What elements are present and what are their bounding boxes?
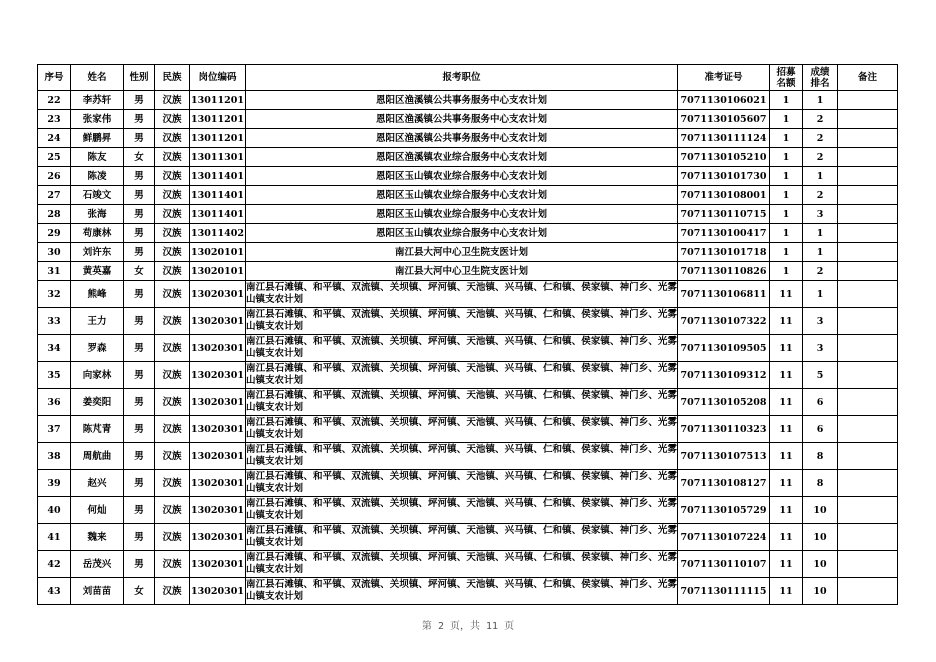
cell-rank: 2	[803, 186, 838, 205]
cell-rank: 1	[803, 243, 838, 262]
cell-remark	[838, 262, 898, 281]
cell-quota: 1	[770, 110, 803, 129]
cell-post-code: 13020101	[190, 243, 246, 262]
cell-seq: 36	[38, 389, 71, 416]
cell-seq: 24	[38, 129, 71, 148]
cell-rank: 3	[803, 308, 838, 335]
cell-position: 恩阳区渔溪镇公共事务服务中心支农计划	[246, 91, 678, 110]
cell-rank: 3	[803, 205, 838, 224]
cell-post-code: 13020301	[190, 524, 246, 551]
cell-gender: 男	[124, 224, 155, 243]
cell-position: 恩阳区玉山镇农业综合服务中心支农计划	[246, 224, 678, 243]
cell-post-code: 13020301	[190, 281, 246, 308]
cell-name: 苟康林	[71, 224, 124, 243]
cell-ethnicity: 汉族	[155, 205, 190, 224]
cell-post-code: 13011401	[190, 186, 246, 205]
cell-rank: 6	[803, 416, 838, 443]
table-row	[38, 262, 898, 281]
cell-gender: 男	[124, 110, 155, 129]
cell-post-code: 13020101	[190, 262, 246, 281]
cell-seq: 22	[38, 91, 71, 110]
cell-quota: 1	[770, 129, 803, 148]
cell-seq: 43	[38, 578, 71, 605]
table-row	[38, 167, 898, 186]
cell-gender: 男	[124, 91, 155, 110]
cell-gender: 男	[124, 205, 155, 224]
cell-gender: 女	[124, 262, 155, 281]
cell-rank: 1	[803, 91, 838, 110]
cell-rank: 10	[803, 578, 838, 605]
cell-seq: 26	[38, 167, 71, 186]
cell-quota: 11	[770, 470, 803, 497]
cell-ticket: 7071130107513	[678, 443, 770, 470]
cell-ticket: 7071130106811	[678, 281, 770, 308]
cell-ticket: 7071130108001	[678, 186, 770, 205]
header-row	[38, 65, 898, 91]
cell-gender: 女	[124, 148, 155, 167]
cell-ethnicity: 汉族	[155, 443, 190, 470]
cell-gender: 男	[124, 243, 155, 262]
header-gender: 性别	[124, 65, 155, 91]
cell-seq: 34	[38, 335, 71, 362]
header-rank-line1: 成绩	[810, 66, 830, 78]
cell-quota: 1	[770, 224, 803, 243]
cell-ticket: 7071130110715	[678, 205, 770, 224]
table-row	[38, 551, 898, 578]
cell-quota: 11	[770, 497, 803, 524]
header-rank	[803, 65, 838, 91]
cell-quota: 11	[770, 335, 803, 362]
cell-seq: 31	[38, 262, 71, 281]
cell-name: 王力	[71, 308, 124, 335]
cell-gender: 男	[124, 470, 155, 497]
cell-ethnicity: 汉族	[155, 497, 190, 524]
cell-quota: 11	[770, 578, 803, 605]
cell-position: 南江县石滩镇、和平镇、双流镇、关坝镇、坪河镇、天池镇、兴马镇、仁和镇、侯家镇、神门乡、光雾山镇支农计划	[246, 281, 678, 308]
cell-ticket: 7071130105208	[678, 389, 770, 416]
cell-name: 熊峰	[71, 281, 124, 308]
cell-ethnicity: 汉族	[155, 262, 190, 281]
table-row	[38, 308, 898, 335]
cell-ethnicity: 汉族	[155, 524, 190, 551]
cell-quota: 1	[770, 91, 803, 110]
cell-seq: 32	[38, 281, 71, 308]
cell-ticket: 7071130111124	[678, 129, 770, 148]
cell-ethnicity: 汉族	[155, 416, 190, 443]
cell-ticket: 7071130111115	[678, 578, 770, 605]
cell-name: 岳茂兴	[71, 551, 124, 578]
cell-ticket: 7071130105210	[678, 148, 770, 167]
cell-quota: 11	[770, 362, 803, 389]
cell-quota: 1	[770, 262, 803, 281]
cell-post-code: 13020301	[190, 362, 246, 389]
cell-name: 罗森	[71, 335, 124, 362]
cell-ethnicity: 汉族	[155, 551, 190, 578]
cell-post-code: 13020301	[190, 416, 246, 443]
cell-position: 恩阳区渔溪镇农业综合服务中心支农计划	[246, 148, 678, 167]
cell-remark	[838, 148, 898, 167]
cell-seq: 30	[38, 243, 71, 262]
cell-name: 赵兴	[71, 470, 124, 497]
cell-ethnicity: 汉族	[155, 362, 190, 389]
table-row	[38, 91, 898, 110]
cell-position: 南江县石滩镇、和平镇、双流镇、关坝镇、坪河镇、天池镇、兴马镇、仁和镇、侯家镇、神门乡、光雾山镇支农计划	[246, 362, 678, 389]
cell-seq: 39	[38, 470, 71, 497]
cell-quota: 1	[770, 205, 803, 224]
cell-seq: 41	[38, 524, 71, 551]
cell-position: 南江县石滩镇、和平镇、双流镇、关坝镇、坪河镇、天池镇、兴马镇、仁和镇、侯家镇、神门乡、光雾山镇支农计划	[246, 524, 678, 551]
cell-name: 姜奕阳	[71, 389, 124, 416]
cell-remark	[838, 551, 898, 578]
table-row	[38, 110, 898, 129]
cell-name: 张海	[71, 205, 124, 224]
table-body	[38, 91, 898, 605]
cell-gender: 男	[124, 308, 155, 335]
cell-position: 南江县石滩镇、和平镇、双流镇、关坝镇、坪河镇、天池镇、兴马镇、仁和镇、侯家镇、神门乡、光雾山镇支农计划	[246, 470, 678, 497]
cell-rank: 5	[803, 362, 838, 389]
cell-remark	[838, 243, 898, 262]
table-row	[38, 524, 898, 551]
cell-ticket: 7071130101730	[678, 167, 770, 186]
cell-ticket: 7071130110323	[678, 416, 770, 443]
cell-post-code: 13011201	[190, 129, 246, 148]
cell-quota: 1	[770, 167, 803, 186]
table-row	[38, 335, 898, 362]
cell-name: 陈凌	[71, 167, 124, 186]
cell-position: 恩阳区玉山镇农业综合服务中心支农计划	[246, 205, 678, 224]
cell-post-code: 13020301	[190, 551, 246, 578]
table-row	[38, 281, 898, 308]
cell-rank: 10	[803, 497, 838, 524]
cell-gender: 男	[124, 389, 155, 416]
cell-position: 恩阳区渔溪镇公共事务服务中心支农计划	[246, 110, 678, 129]
cell-post-code: 13011201	[190, 91, 246, 110]
cell-position: 恩阳区玉山镇农业综合服务中心支农计划	[246, 186, 678, 205]
table-row	[38, 148, 898, 167]
cell-seq: 25	[38, 148, 71, 167]
cell-ticket: 7071130107322	[678, 308, 770, 335]
header-quota-line1: 招募	[776, 66, 796, 78]
cell-ticket: 7071130109505	[678, 335, 770, 362]
cell-seq: 33	[38, 308, 71, 335]
cell-rank: 2	[803, 262, 838, 281]
cell-ethnicity: 汉族	[155, 308, 190, 335]
header-remark: 备注	[838, 65, 898, 91]
cell-post-code: 13011301	[190, 148, 246, 167]
cell-post-code: 13020301	[190, 335, 246, 362]
cell-remark	[838, 335, 898, 362]
table-row	[38, 443, 898, 470]
cell-ethnicity: 汉族	[155, 578, 190, 605]
table-row	[38, 129, 898, 148]
cell-position: 南江县大河中心卫生院支医计划	[246, 243, 678, 262]
cell-quota: 1	[770, 243, 803, 262]
cell-remark	[838, 497, 898, 524]
cell-remark	[838, 224, 898, 243]
cell-ethnicity: 汉族	[155, 470, 190, 497]
cell-remark	[838, 578, 898, 605]
cell-gender: 男	[124, 167, 155, 186]
cell-gender: 男	[124, 362, 155, 389]
cell-post-code: 13020301	[190, 497, 246, 524]
cell-position: 南江县石滩镇、和平镇、双流镇、关坝镇、坪河镇、天池镇、兴马镇、仁和镇、侯家镇、神门乡、光雾山镇支农计划	[246, 308, 678, 335]
cell-ethnicity: 汉族	[155, 243, 190, 262]
cell-post-code: 13011401	[190, 205, 246, 224]
cell-position: 南江县石滩镇、和平镇、双流镇、关坝镇、坪河镇、天池镇、兴马镇、仁和镇、侯家镇、神门乡、光雾山镇支农计划	[246, 578, 678, 605]
cell-ticket: 7071130109312	[678, 362, 770, 389]
cell-post-code: 13011201	[190, 110, 246, 129]
cell-seq: 40	[38, 497, 71, 524]
cell-position: 南江县大河中心卫生院支医计划	[246, 262, 678, 281]
table-row	[38, 224, 898, 243]
cell-post-code: 13020301	[190, 443, 246, 470]
cell-quota: 1	[770, 186, 803, 205]
cell-ethnicity: 汉族	[155, 167, 190, 186]
cell-name: 陈友	[71, 148, 124, 167]
cell-quota: 11	[770, 389, 803, 416]
cell-seq: 28	[38, 205, 71, 224]
header-ethnicity: 民族	[155, 65, 190, 91]
cell-name: 向家林	[71, 362, 124, 389]
cell-ticket: 7071130105729	[678, 497, 770, 524]
cell-position: 恩阳区玉山镇农业综合服务中心支农计划	[246, 167, 678, 186]
table-row	[38, 205, 898, 224]
cell-quota: 1	[770, 148, 803, 167]
cell-ticket: 7071130107224	[678, 524, 770, 551]
cell-ticket: 7071130106021	[678, 91, 770, 110]
cell-position: 南江县石滩镇、和平镇、双流镇、关坝镇、坪河镇、天池镇、兴马镇、仁和镇、侯家镇、神门乡、光雾山镇支农计划	[246, 389, 678, 416]
cell-quota: 11	[770, 524, 803, 551]
cell-post-code: 13011402	[190, 224, 246, 243]
cell-rank: 2	[803, 110, 838, 129]
cell-position: 恩阳区渔溪镇公共事务服务中心支农计划	[246, 129, 678, 148]
cell-position: 南江县石滩镇、和平镇、双流镇、关坝镇、坪河镇、天池镇、兴马镇、仁和镇、侯家镇、神门乡、光雾山镇支农计划	[246, 335, 678, 362]
cell-remark	[838, 470, 898, 497]
cell-position: 南江县石滩镇、和平镇、双流镇、关坝镇、坪河镇、天池镇、兴马镇、仁和镇、侯家镇、神门乡、光雾山镇支农计划	[246, 497, 678, 524]
header-quota-line2: 名额	[776, 77, 796, 89]
cell-gender: 男	[124, 443, 155, 470]
cell-ethnicity: 汉族	[155, 186, 190, 205]
table-row	[38, 186, 898, 205]
cell-ethnicity: 汉族	[155, 335, 190, 362]
header-seq: 序号	[38, 65, 71, 91]
cell-ticket: 7071130100417	[678, 224, 770, 243]
header-ticket: 准考证号	[678, 65, 770, 91]
table-row	[38, 243, 898, 262]
cell-gender: 男	[124, 551, 155, 578]
page-footer: 第 2 页，共 11 页	[421, 621, 515, 632]
table-row	[38, 416, 898, 443]
cell-ticket: 7071130108127	[678, 470, 770, 497]
cell-name: 魏来	[71, 524, 124, 551]
cell-position: 南江县石滩镇、和平镇、双流镇、关坝镇、坪河镇、天池镇、兴马镇、仁和镇、侯家镇、神门乡、光雾山镇支农计划	[246, 416, 678, 443]
cell-quota: 11	[770, 308, 803, 335]
cell-name: 周航曲	[71, 443, 124, 470]
cell-remark	[838, 362, 898, 389]
cell-rank: 10	[803, 524, 838, 551]
table-row	[38, 497, 898, 524]
header-name: 姓名	[71, 65, 124, 91]
header-post-code: 岗位编码	[190, 65, 246, 91]
cell-seq: 23	[38, 110, 71, 129]
header-rank-line2: 排名	[810, 77, 830, 89]
cell-remark	[838, 524, 898, 551]
cell-rank: 2	[803, 148, 838, 167]
cell-quota: 11	[770, 416, 803, 443]
cell-remark	[838, 281, 898, 308]
cell-name: 陈芃青	[71, 416, 124, 443]
cell-name: 黄英嘉	[71, 262, 124, 281]
cell-gender: 女	[124, 578, 155, 605]
cell-ticket: 7071130110826	[678, 262, 770, 281]
table-row	[38, 578, 898, 605]
cell-gender: 男	[124, 524, 155, 551]
cell-name: 刘苗苗	[71, 578, 124, 605]
cell-gender: 男	[124, 335, 155, 362]
cell-name: 鲜鹏昇	[71, 129, 124, 148]
cell-name: 刘许东	[71, 243, 124, 262]
cell-seq: 38	[38, 443, 71, 470]
cell-rank: 1	[803, 224, 838, 243]
cell-gender: 男	[124, 186, 155, 205]
cell-post-code: 13020301	[190, 578, 246, 605]
cell-gender: 男	[124, 129, 155, 148]
cell-rank: 1	[803, 167, 838, 186]
cell-seq: 42	[38, 551, 71, 578]
cell-remark	[838, 186, 898, 205]
cell-seq: 27	[38, 186, 71, 205]
cell-name: 何灿	[71, 497, 124, 524]
cell-rank: 6	[803, 389, 838, 416]
cell-remark	[838, 91, 898, 110]
cell-remark	[838, 110, 898, 129]
cell-seq: 29	[38, 224, 71, 243]
cell-ethnicity: 汉族	[155, 281, 190, 308]
header-position: 报考职位	[246, 65, 678, 91]
cell-ethnicity: 汉族	[155, 110, 190, 129]
cell-gender: 男	[124, 497, 155, 524]
cell-rank: 2	[803, 129, 838, 148]
cell-rank: 3	[803, 335, 838, 362]
cell-post-code: 13011401	[190, 167, 246, 186]
cell-seq: 37	[38, 416, 71, 443]
cell-ticket: 7071130110107	[678, 551, 770, 578]
cell-quota: 11	[770, 551, 803, 578]
cell-remark	[838, 129, 898, 148]
cell-position: 南江县石滩镇、和平镇、双流镇、关坝镇、坪河镇、天池镇、兴马镇、仁和镇、侯家镇、神门乡、光雾山镇支农计划	[246, 443, 678, 470]
cell-post-code: 13020301	[190, 470, 246, 497]
roster-table	[37, 64, 898, 605]
cell-rank: 8	[803, 470, 838, 497]
cell-post-code: 13020301	[190, 389, 246, 416]
table-row	[38, 389, 898, 416]
cell-ethnicity: 汉族	[155, 389, 190, 416]
cell-name: 李苏轩	[71, 91, 124, 110]
cell-quota: 11	[770, 281, 803, 308]
cell-name: 张家伟	[71, 110, 124, 129]
table-row	[38, 362, 898, 389]
cell-gender: 男	[124, 416, 155, 443]
cell-remark	[838, 443, 898, 470]
cell-ethnicity: 汉族	[155, 91, 190, 110]
cell-remark	[838, 205, 898, 224]
cell-ethnicity: 汉族	[155, 224, 190, 243]
cell-ticket: 7071130105607	[678, 110, 770, 129]
cell-name: 石竣文	[71, 186, 124, 205]
cell-ticket: 7071130101718	[678, 243, 770, 262]
cell-ethnicity: 汉族	[155, 129, 190, 148]
header-quota	[770, 65, 803, 91]
cell-gender: 男	[124, 281, 155, 308]
cell-position: 南江县石滩镇、和平镇、双流镇、关坝镇、坪河镇、天池镇、兴马镇、仁和镇、侯家镇、神门乡、光雾山镇支农计划	[246, 551, 678, 578]
cell-rank: 10	[803, 551, 838, 578]
cell-remark	[838, 389, 898, 416]
cell-rank: 1	[803, 281, 838, 308]
cell-ethnicity: 汉族	[155, 148, 190, 167]
table-row	[38, 470, 898, 497]
cell-remark	[838, 308, 898, 335]
cell-seq: 35	[38, 362, 71, 389]
cell-quota: 11	[770, 443, 803, 470]
cell-remark	[838, 416, 898, 443]
cell-post-code: 13020301	[190, 308, 246, 335]
cell-rank: 8	[803, 443, 838, 470]
cell-remark	[838, 167, 898, 186]
